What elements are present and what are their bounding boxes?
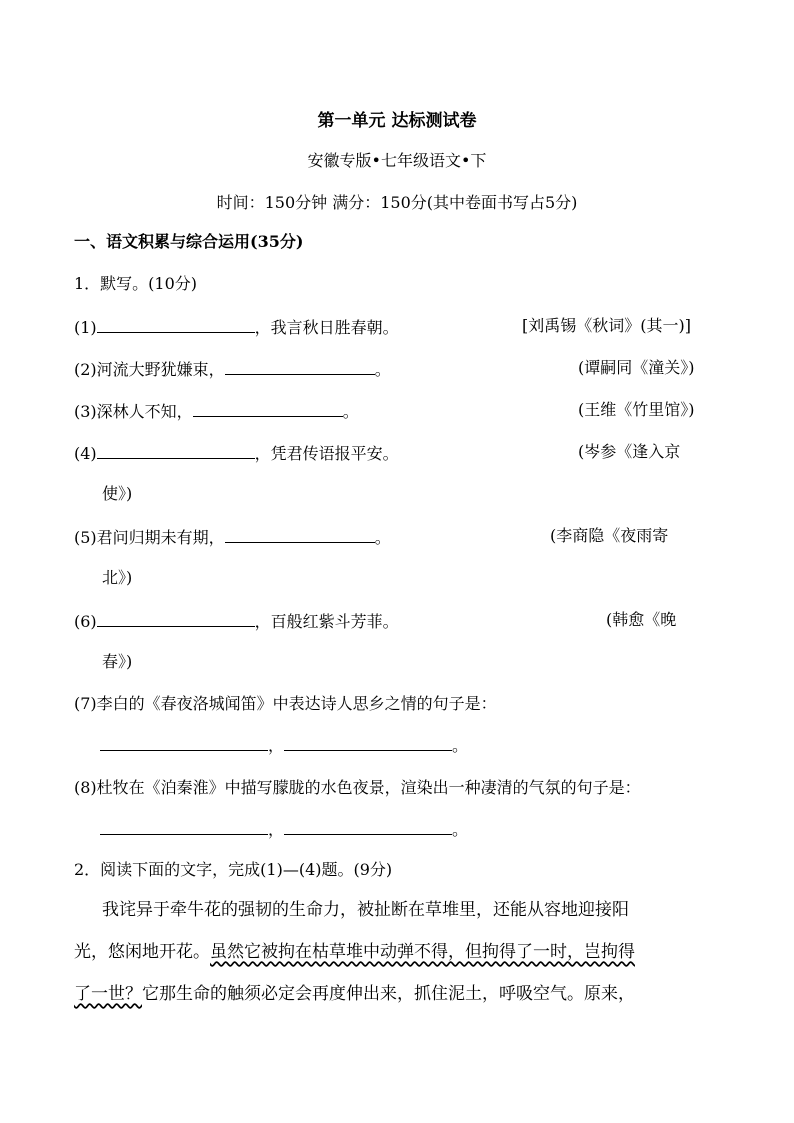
item-source-cont: 北》) <box>102 568 133 587</box>
answer-blank[interactable] <box>284 734 452 751</box>
item-source: (谭嗣同《潼关》) <box>578 358 695 377</box>
q1-item-6 <box>74 610 399 632</box>
item-number: (1) <box>74 318 97 337</box>
q1-item-3 <box>74 400 359 422</box>
item-text: 河流大野犹嫌束， <box>96 360 225 379</box>
item-number: (3) <box>74 402 97 421</box>
q1-item-5 <box>74 526 391 548</box>
answer-blank[interactable] <box>97 316 255 333</box>
separator: ， <box>268 736 285 755</box>
item-number: (2) <box>74 360 97 379</box>
item-end: 。 <box>374 360 391 379</box>
answer-blank[interactable] <box>100 818 268 835</box>
answer-blank[interactable] <box>284 818 452 835</box>
q1-item-1 <box>74 316 399 338</box>
q1-item-2 <box>74 358 391 380</box>
separator: ， <box>268 820 285 839</box>
item-source: (李商隐《夜雨寄 <box>550 526 669 545</box>
item-text: 君问归期未有期， <box>96 528 225 547</box>
section-heading: 一、语文积累与综合运用(35分) <box>74 232 304 251</box>
item-end: 。 <box>452 820 469 839</box>
answer-blank[interactable] <box>225 358 375 375</box>
passage-line-2 <box>74 942 694 962</box>
item-number: (6) <box>74 612 97 631</box>
passage-line-3 <box>74 984 694 1004</box>
passage-text: 它那生命的触须必定会再度伸出来，抓住泥土，呼吸空气。原来， <box>142 984 635 1004</box>
exam-edition: 安徽专版•七年级语文•下 <box>307 151 487 170</box>
answer-blank[interactable] <box>225 526 375 543</box>
exam-info: 时间：150分钟 满分：150分(其中卷面书写占5分) <box>216 193 578 212</box>
item-source: [刘禹锡《秋词》(其一)] <box>522 316 691 335</box>
answer-blank[interactable] <box>97 442 255 459</box>
item-source: (岑参《逢入京 <box>578 442 681 461</box>
item-source: (王维《竹里馆》) <box>578 400 695 419</box>
item-text: ，我言秋日胜春朝。 <box>254 318 399 337</box>
answer-blank[interactable] <box>100 734 268 751</box>
item-source-cont: 使》) <box>102 484 133 503</box>
answer-blank[interactable] <box>97 610 255 627</box>
question-1-stem: 1．默写。(10分) <box>74 274 198 293</box>
item-end: 。 <box>452 736 469 755</box>
q1-item-8-answer <box>100 818 468 840</box>
q1-item-7-answer <box>100 734 468 756</box>
item-number: (5) <box>74 528 97 547</box>
wavy-underlined-text: 虽然它被拘在枯草堆中动弹不得，但拘得了一时，岂拘得 <box>210 942 635 962</box>
item-end: 。 <box>374 528 391 547</box>
item-text: ，百般红紫斗芳菲。 <box>254 612 399 631</box>
item-source-cont: 春》) <box>102 652 133 671</box>
exam-title: 第一单元 达标测试卷 <box>317 111 477 131</box>
item-number: (4) <box>74 444 97 463</box>
q1-item-8: (8)杜牧在《泊秦淮》中描写朦胧的水色夜景，渲染出一种凄清的气氛的句子是： <box>74 778 641 797</box>
passage-line-1: 我诧异于牵牛花的强韧的生命力，被扯断在草堆里，还能从容地迎接阳 <box>102 900 629 920</box>
item-end: 。 <box>342 402 359 421</box>
q1-item-4 <box>74 442 399 464</box>
question-2-stem: 2．阅读下面的文字，完成(1)—(4)题。(9分) <box>74 860 393 879</box>
item-text: ，凭君传语报平安。 <box>254 444 399 463</box>
item-text: 深林人不知， <box>96 402 193 421</box>
wavy-underlined-text: 了一世？ <box>74 984 142 1004</box>
q1-item-7: (7)李白的《春夜洛城闻笛》中表达诗人思乡之情的句子是： <box>74 694 497 713</box>
item-source: (韩愈《晚 <box>606 610 677 629</box>
answer-blank[interactable] <box>193 400 343 417</box>
passage-text: 光，悠闲地开花。 <box>74 942 210 962</box>
